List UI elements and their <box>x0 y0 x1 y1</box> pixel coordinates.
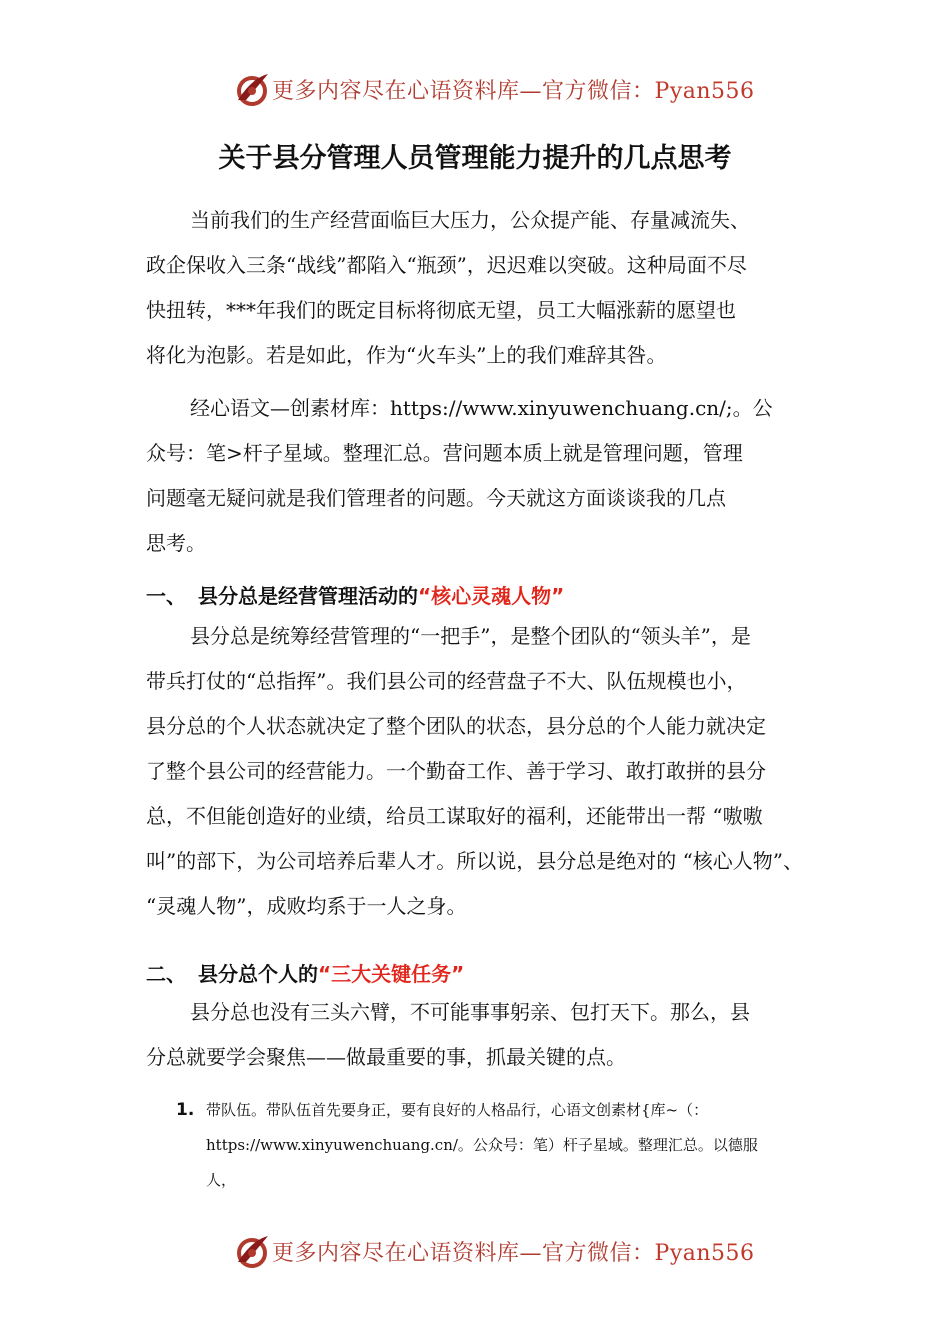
section-heading-2 <box>146 958 464 987</box>
text-line: 政企保收入三条“战线”都陷入“瓶颈”，迟迟难以突破。这种局面不尽 <box>146 253 747 277</box>
section-highlight: “三大关键任务” <box>318 962 465 986</box>
text-line: 人， <box>206 1171 237 1189</box>
banner-wechat: Pyan556 <box>654 1241 755 1266</box>
section-number: 一、 <box>146 584 186 608</box>
header-banner <box>0 66 950 116</box>
text-line: 县分总是统筹经营管理的“一把手”，是整个团队的“领头羊”，是 <box>190 624 751 648</box>
banner-wechat: Pyan556 <box>654 79 755 104</box>
text-line: 当前我们的生产经营面临巨大压力，公众提产能、存量减流失、 <box>190 208 750 232</box>
text-line: 思考。 <box>146 531 206 555</box>
text-line: 经心语文—创素材库：https://www.xinyuwenchuang.cn/;。公 <box>190 396 773 420</box>
footer-banner <box>0 1228 950 1278</box>
text-line: 众号：笔>杆子星域。整理汇总。营问题本质上就是管理问题，管理 <box>146 441 743 465</box>
text-line: 县分总也没有三头六臂，不可能事事躬亲、包打天下。那么，县 <box>190 1000 750 1024</box>
text-line: 快扭转，***年我们的既定目标将彻底无望，员工大幅涨薪的愿望也 <box>146 298 736 322</box>
section-heading-1 <box>146 580 564 609</box>
text-line: 带队伍。带队伍首先要身正，要有良好的人格品行，心语文创素材{库~（： <box>206 1101 709 1119</box>
text-line: 分总就要学会聚焦——做最重要的事，抓最关键的点。 <box>146 1045 626 1069</box>
brush-logo-icon <box>232 70 272 110</box>
text-line: 了整个县公司的经营能力。一个勤奋工作、善于学习、敢打敢拼的县分 <box>146 759 766 783</box>
section-title: 县分总个人的 <box>198 962 318 986</box>
text-line: 县分总的个人状态就决定了整个团队的状态，县分总的个人能力就决定 <box>146 714 766 738</box>
brush-logo-icon <box>232 1232 272 1272</box>
text-line: 问题毫无疑问就是我们管理者的问题。今天就这方面谈谈我的几点 <box>146 486 726 510</box>
list-marker: 1. <box>176 1100 195 1120</box>
list-item <box>176 1093 836 1198</box>
banner-text: 更多内容尽在心语资料库—官方微信：Pyan556 <box>272 79 755 104</box>
text-line: “灵魂人物”，成败均系于一人之身。 <box>146 894 467 918</box>
banner-text: 更多内容尽在心语资料库—官方微信：Pyan556 <box>272 1241 755 1266</box>
document-title: 关于县分管理人员管理能力提升的几点思考 <box>218 143 732 174</box>
section-highlight: “核心灵魂人物” <box>418 584 565 608</box>
paragraph-3 <box>146 614 826 929</box>
text-line: https://www.xinyuwenchuang.cn/。公众号：笔）杆子星域。整理汇总。以德服 <box>206 1136 758 1154</box>
text-line: 带兵打仗的“总指挥”。我们县公司的经营盘子不大、队伍规模也小， <box>146 669 747 693</box>
section-number: 二、 <box>146 962 186 986</box>
text-line: 叫”的部下，为公司培养后辈人才。所以说，县分总是绝对的 “核心人物”、 <box>146 849 804 873</box>
section-title: 县分总是经营管理活动的 <box>198 584 418 608</box>
text-line: 总，不但能创造好的业绩，给员工谋取好的福利，还能带出一帮 “嗷嗷 <box>146 804 763 828</box>
text-line: 将化为泡影。若是如此，作为“火车头”上的我们难辞其咎。 <box>146 343 667 367</box>
paragraph-4 <box>146 990 826 1080</box>
paragraph-1 <box>146 198 826 378</box>
paragraph-2 <box>146 386 826 566</box>
